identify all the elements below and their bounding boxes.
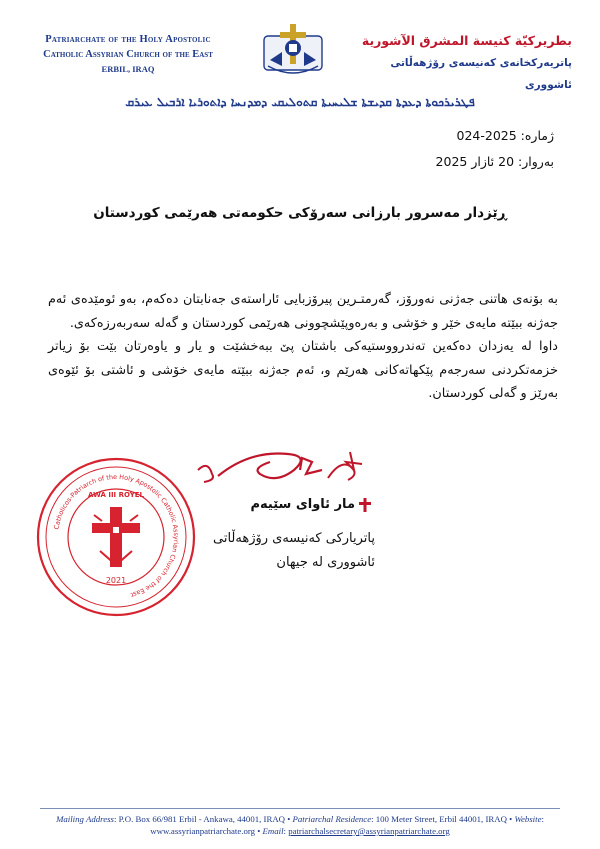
header-en-line3: ERBIL, IRAQ (101, 64, 155, 74)
seal-year: 2021 (105, 576, 127, 585)
footer-residence-value: : 100 Meter Street, Erbil 44001, IRAQ • (371, 814, 515, 824)
header-syriac-line (40, 95, 560, 111)
header-en-line1: Patriarchate of the Holy Apostolic (45, 34, 211, 45)
reference-number: ژمارە: 2025-024 (456, 128, 554, 143)
handwritten-signature (190, 440, 380, 495)
footer-divider (40, 808, 560, 809)
signatory-title-1: پاتریارکی کەنیسەی رۆژهەڵاتی (213, 531, 375, 546)
header-english (18, 32, 238, 77)
footer-email-link[interactable]: patriarchalsecretary@assyrianpatriarchate.org (288, 826, 450, 836)
header-syriac-text: ܦܛܪܝܪܟܘܬܐ ܕܥܕܬܐ ܩܕܝܫܬܐ ܫܠܝܚܝܬܐ ܩܬܘܠܝܩܝ ܕܡܕܢܚܐ ܕܐܬܘܪܝܐ ܐܪܒܝܠ ܥܝܪܩ (125, 95, 475, 109)
signatory-title-2: ئاشووری لە جیهان (276, 555, 375, 570)
reference-date: بەروار: 20 ئازار 2025 (435, 154, 554, 169)
letter-body (48, 288, 558, 406)
header-ar-line1: بطريركيّة كنيسة المشرق الآشورية (361, 33, 572, 48)
signatory-name: مار ئاوای سێیەم (250, 497, 355, 512)
footer-residence-label: Patriarchal Residence (292, 814, 372, 824)
footer-email-label: Email (262, 826, 284, 836)
header-en-line2: Catholic Assyrian Church of the East (43, 49, 213, 60)
cross-icon (358, 497, 372, 513)
letter-title: ڕێزدار مەسرور بارزانی سەرۆکی حکومەتی هەرێمی کوردستان (93, 205, 507, 221)
footer-mailing-value: : P.O. Box 66/981 Erbil - Ankawa, 44001, IRAQ • (113, 814, 293, 824)
patriarchal-seal (34, 455, 198, 619)
seal-ring-text: Catholicos-Patriarch of the Holy Apostolic Catholic Assyrian Church of the East (52, 472, 181, 600)
seal-top-text: AWA III ROYEL (87, 491, 145, 499)
church-emblem-logo (258, 22, 328, 82)
footer-website-label: Website (514, 814, 542, 824)
footer-mailing-label: Mailing Address (56, 814, 114, 824)
header-arabic (342, 30, 572, 96)
header-ar-line2: پاتریەرکخانەی کەنیسەی رۆژهەڵاتی ئاشووری (390, 57, 572, 91)
footer-contact: Mailing Address: P.O. Box 66/981 Erbil - Ankawa, 44001, IRAQ • Patriarchal Residence: 100 Meter Street, Erbil 44001, IRAQ • Website: www.assyrianpatriarchate.org • Email: patriarchalsecretary@assyrianpatriarchate.org (56, 814, 544, 836)
footer-website-link[interactable]: www.assyrianpatriarchate.org (150, 826, 256, 836)
letter-paragraph-2: داوا لە یەزدان دەکەین تەندرووستیەکی باشتان پێ ببەخشێت و یار و یاوەرتان بێت بۆ زیاتر خزمەتکردنی سەرجەم پێکهاتەکانی هەرێم و، ئەم جەژنە ببێتە مایەی خۆشی و ئاشتی بۆ ئێوەی بەرێز و گەلی کوردستان. (48, 339, 558, 401)
letter-paragraph-1: بە بۆنەی هاتنی جەژنی نەورۆز، گەرمتـرین پیرۆزبایی ئاراستەی جەنابتان دەکەم، بەو ئومێدەی ئەم جەژنە ببێتە مایەی خێر و خۆشی و بەرەوپێشچوونی هەرێمی کوردستان و گەلە سەربەرزەکەی. (48, 292, 558, 331)
